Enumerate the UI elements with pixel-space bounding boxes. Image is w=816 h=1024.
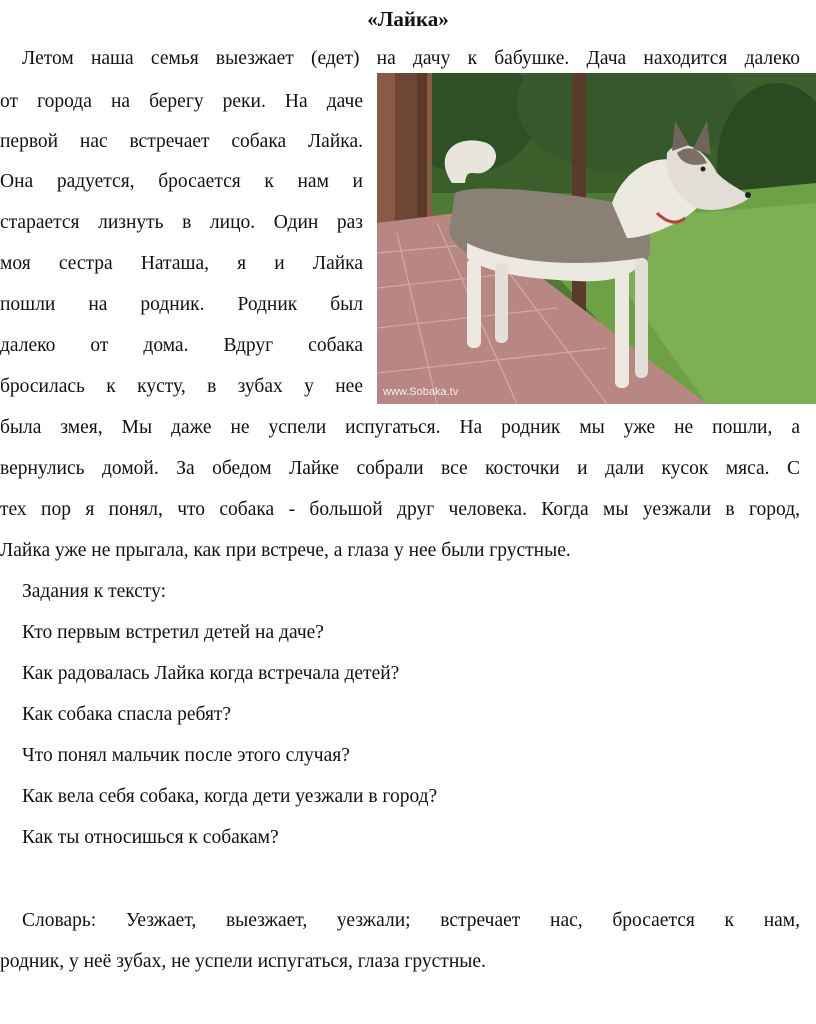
- vocabulary-line-2: родник, у неё зубах, не успели испугаться, глаза грустные.: [0, 951, 486, 972]
- story-line-5: старается лизнуть в лицо. Один раз: [0, 212, 363, 233]
- story-line-6: моя сестра Наташа, я и Лайка: [0, 253, 363, 274]
- story-line-8: далеко от дома. Вдруг собака: [0, 335, 363, 356]
- story-line-4: Она радуется, бросается к нам и: [0, 171, 363, 192]
- story-line-13: Лайка уже не прыгала, как при встрече, а глаза у нее были грустные.: [0, 540, 571, 561]
- photo-watermark: www.Sobaka.tv: [383, 386, 459, 398]
- story-line-2: от города на берегу реки. На даче: [0, 91, 363, 112]
- task-item-3: Как собака спасла ребят?: [22, 704, 232, 725]
- vocabulary-line-1: Словарь: Уезжает, выезжает, уезжали; встречает нас, бросается к нам,: [22, 910, 800, 931]
- task-item-6: Как ты относишься к собакам?: [22, 827, 279, 848]
- task-item-4: Что понял мальчик после этого случая?: [22, 745, 350, 766]
- story-line-10: была змея, Мы даже не успели испугаться. На родник мы уже не пошли, а: [0, 417, 800, 438]
- story-line-7: пошли на родник. Родник был: [0, 294, 363, 315]
- page-title: «Лайка»: [367, 7, 449, 31]
- story-line-12: тех пор я понял, что собака - большой друг человека. Когда мы уезжали в город,: [0, 499, 800, 520]
- task-item-5: Как вела себя собака, когда дети уезжали в город?: [22, 786, 438, 807]
- task-item-1: Кто первым встретил детей на даче?: [22, 622, 324, 643]
- story-line-11: вернулись домой. За обедом Лайке собрали все косточки и дали кусок мяса. С: [0, 458, 800, 479]
- tasks-heading: Задания к тексту:: [22, 581, 167, 602]
- task-item-2: Как радовалась Лайка когда встречала детей?: [22, 663, 400, 684]
- story-line-9: бросилась к кусту, в зубах у нее: [0, 376, 363, 397]
- story-line-3: первой нас встречает собака Лайка.: [0, 131, 363, 152]
- dog-photo: [377, 73, 816, 404]
- story-line-1: Летом наша семья выезжает (едет) на дачу к бабушке. Дача находится далеко: [22, 48, 800, 69]
